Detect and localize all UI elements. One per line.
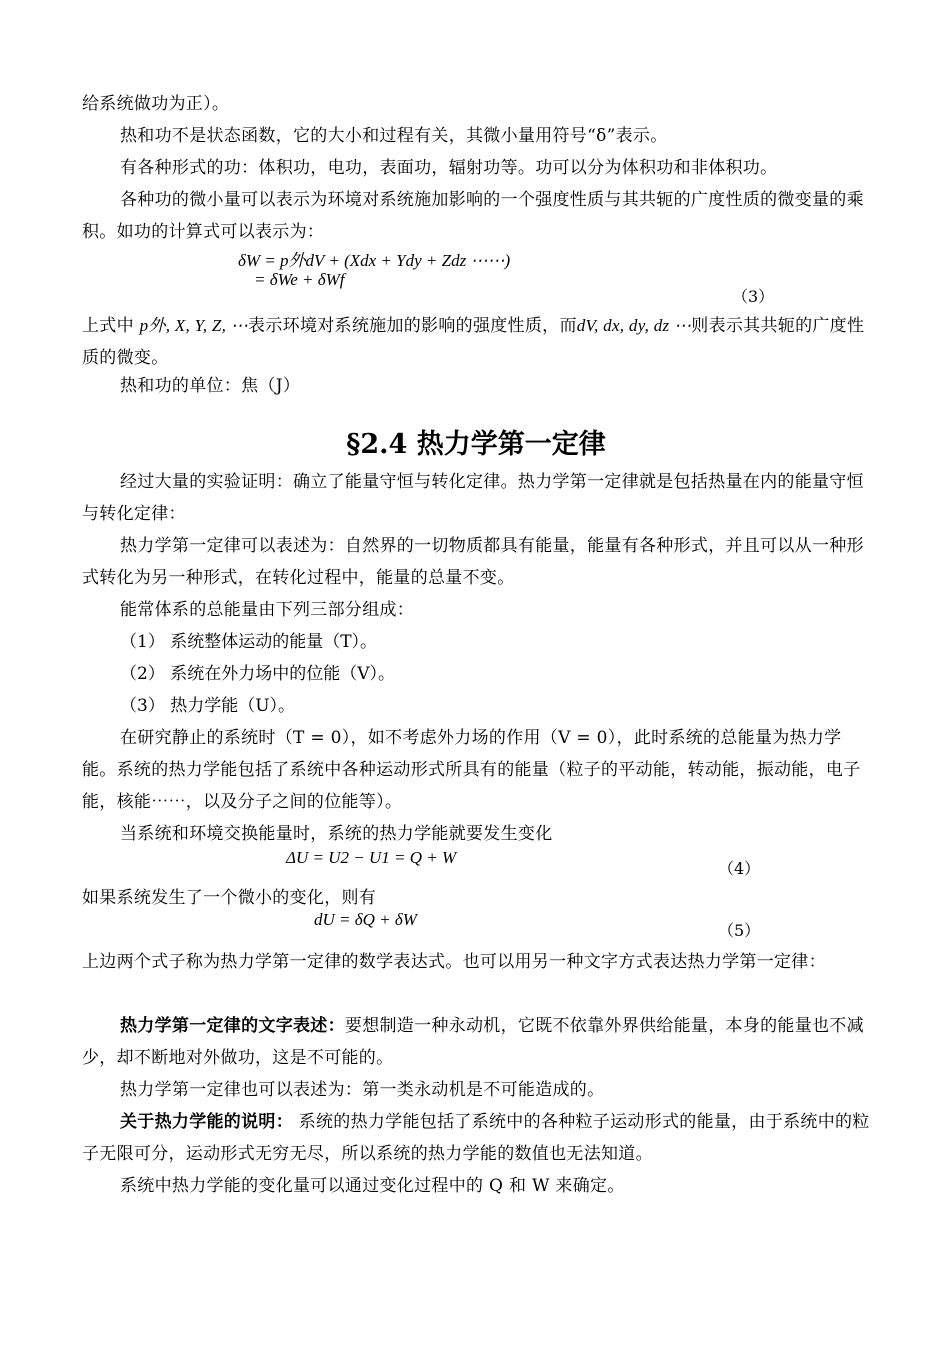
text-span: 要想制造一种永动机，它既不依靠外界供给能量，本身的能量也不减少，却不断地对外做功，这是不可能的。 <box>82 1016 864 1068</box>
text-line: 给系统做功为正）。 <box>82 94 230 114</box>
equation-number: （4） <box>718 859 761 878</box>
bold-lead: 关于热力学能的说明： <box>120 1112 293 1132</box>
paragraph: 当系统和环境交换能量时，系统的热力学能就要发生变化 <box>120 824 553 844</box>
equation-number: （5） <box>718 921 761 940</box>
paragraph: 经过大量的实验证明：确立了能量守恒与转化定律。热力学第一定律就是包括热量在内的能量守恒与转化定律： <box>82 472 864 524</box>
text-span: 上式中 <box>82 316 140 336</box>
list-item: （1） 系统整体运动的能量（T）。 <box>120 632 378 652</box>
list <box>120 626 395 722</box>
paragraph: 上边两个式子称为热力学第一定律的数学表达式。也可以用另一种文字方式表达热力学第一定律： <box>82 952 826 972</box>
equation-4: ΔU = U2 − U1 = Q + W <box>286 848 457 867</box>
paragraph: 在研究静止的系统时（T = 0），如不考虑外力场的作用（V = 0），此时系统的总能量为热力学能。系统的热力学能包括了系统中各种运动形式所具有的能量（粒子的平动能，转动能，振动能，电子能，核能⋯⋯，以及分子之间的位能等）。 <box>82 728 861 812</box>
math-inline: dV, dx, dy, dz ⋯ <box>576 316 692 335</box>
equation-5: dU = δQ + δW <box>314 910 417 929</box>
math-inline: p外, X, Y, Z, ⋯ <box>139 316 249 335</box>
list-item: （3） 热力学能（U）。 <box>120 696 296 716</box>
text-span: 则表示其共轭的广度性质的微变。 <box>82 316 865 368</box>
equation-3-line2: = δWe + δWf <box>254 270 345 289</box>
equation-number: （3） <box>732 287 775 306</box>
bold-lead: 热力学第一定律的文字表述： <box>120 1016 345 1036</box>
text-span: 表示环境对系统施加的影响的强度性质，而 <box>248 316 577 336</box>
paragraph: 如果系统发生了一个微小的变化，则有 <box>82 888 377 908</box>
paragraph: 有各种形式的功：体积功，电功，表面功，辐射功等。功可以分为体积功和非体积功。 <box>120 158 778 178</box>
paragraph: 热力学第一定律也可以表述为：第一类永动机是不可能造成的。 <box>120 1080 605 1100</box>
paragraph <box>82 1010 872 1074</box>
paragraph: 各种功的微小量可以表示为环境对系统施加影响的一个强度性质与其共轭的广度性质的微变量的乘积。如功的计算式可以表示为： <box>82 190 864 242</box>
paragraph: 能常体系的总能量由下列三部分组成： <box>120 600 415 620</box>
paragraph <box>82 310 872 374</box>
paragraph: 系统中热力学能的变化量可以通过变化过程中的 Q 和 W 来确定。 <box>120 1176 625 1196</box>
paragraph: 热和功的单位：焦（J） <box>120 376 301 396</box>
paragraph <box>82 1106 872 1170</box>
equation-3-line1: δW = p外dV + (Xdx + Ydy + Zdz ⋯⋯) <box>238 251 511 270</box>
text-span: 系统的热力学能包括了系统中的各种粒子运动形式的能量，由于系统中的粒子无限可分，运动形式无穷无尽，所以系统的热力学能的数值也无法知道。 <box>82 1112 870 1164</box>
section-title: §2.4 热力学第一定律 <box>346 429 606 460</box>
paragraph: 热和功不是状态函数，它的大小和过程有关，其微小量用符号“δ”表示。 <box>120 126 668 146</box>
list-item: （2） 系统在外力场中的位能（V）。 <box>120 664 395 684</box>
paragraph: 热力学第一定律可以表述为：自然界的一切物质都具有能量，能量有各种形式，并且可以从一种形式转化为另一种形式，在转化过程中，能量的总量不变。 <box>82 536 864 588</box>
